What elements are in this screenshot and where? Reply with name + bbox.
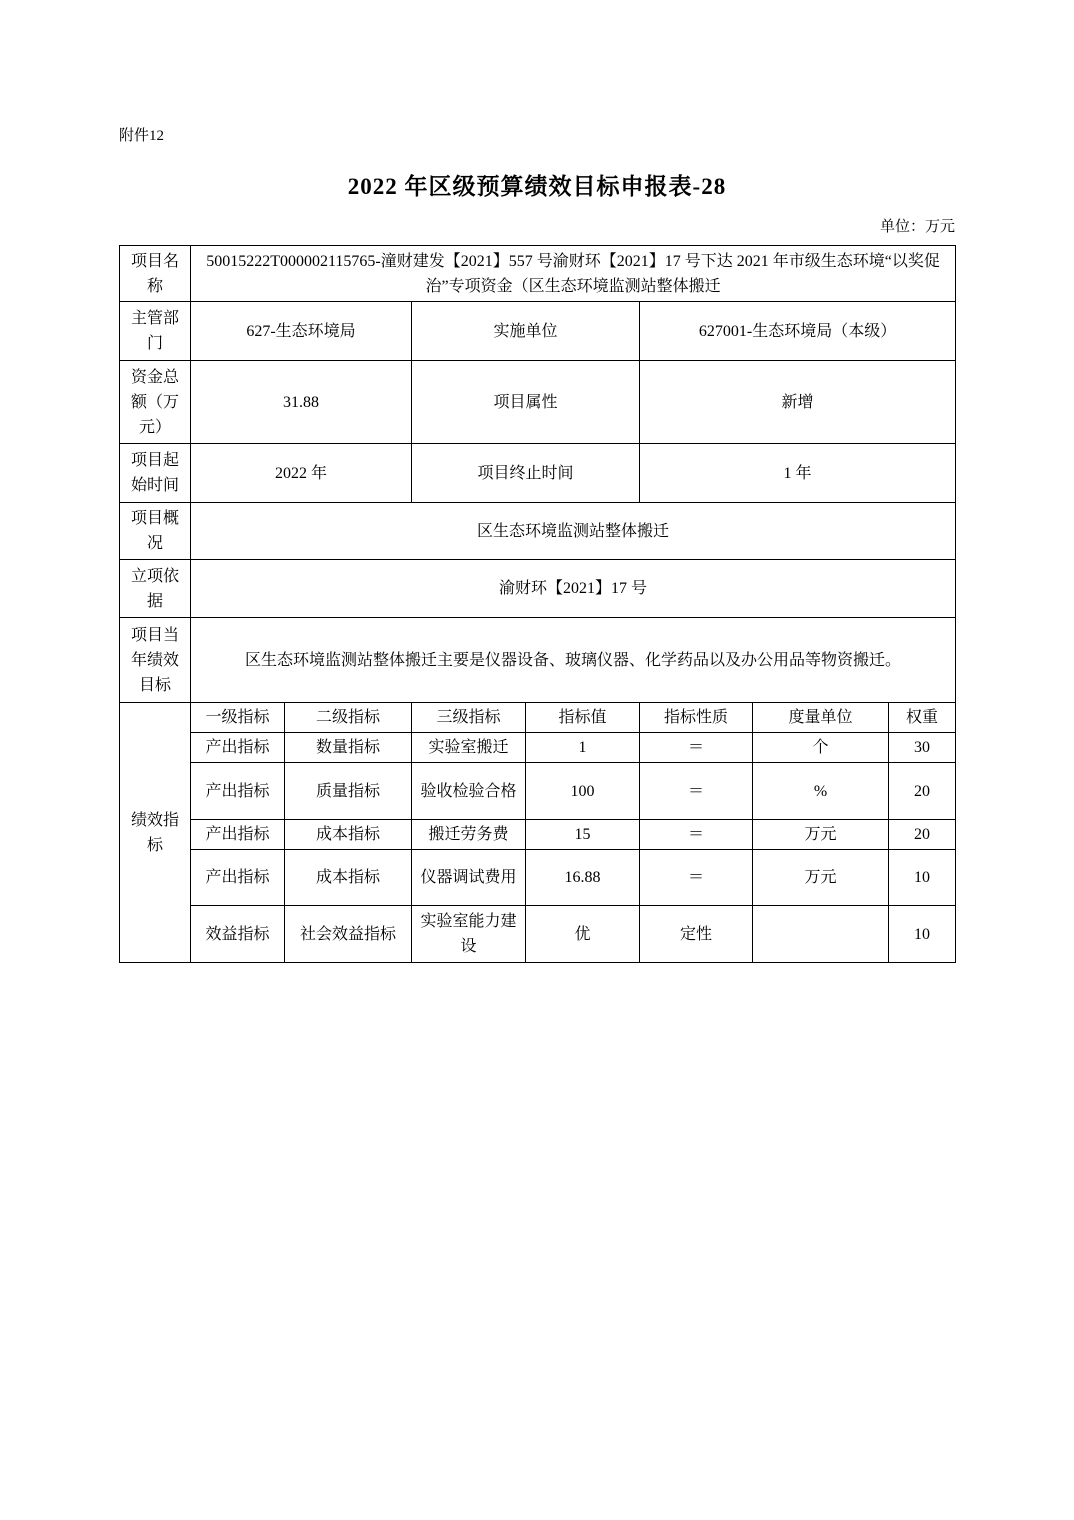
total-fund-value: 31.88 [191, 361, 412, 444]
indicator-level2: 成本指标 [285, 850, 412, 906]
annual-target-value: 区生态环境监测站整体搬迁主要是仪器设备、玻璃仪器、化学药品以及办公用品等物资搬迁。 [191, 618, 956, 703]
indicator-nature: ＝ [640, 850, 753, 906]
indicator-level1: 产出指标 [191, 850, 285, 906]
indicator-header-level1: 一级指标 [191, 703, 285, 733]
table-row [120, 503, 956, 560]
indicator-unit: 万元 [753, 850, 889, 906]
indicator-value: 优 [526, 906, 640, 963]
indicator-level2: 成本指标 [285, 820, 412, 850]
indicator-nature: 定性 [640, 906, 753, 963]
total-fund-label: 资金总额（万元） [120, 361, 191, 444]
end-time-label: 项目终止时间 [412, 444, 640, 503]
table-row [120, 361, 956, 444]
table-row [120, 560, 956, 618]
indicator-level3: 实验室能力建设 [412, 906, 526, 963]
indicator-level2: 数量指标 [285, 733, 412, 763]
indicator-value: 15 [526, 820, 640, 850]
indicator-weight: 20 [889, 763, 956, 820]
indicator-level3: 搬迁劳务费 [412, 820, 526, 850]
indicator-header-level3: 三级指标 [412, 703, 526, 733]
project-name-value: 50015222T000002115765-潼财建发【2021】557 号渝财环【2021】17 号下达 2021 年市级生态环境“以奖促治”专项资金（区生态环境监测站整体搬迁 [191, 246, 956, 302]
implement-unit-value: 627001-生态环境局（本级） [640, 302, 956, 361]
start-time-value: 2022 年 [191, 444, 412, 503]
indicator-row [120, 820, 956, 850]
indicator-nature: ＝ [640, 733, 753, 763]
indicator-header-level2: 二级指标 [285, 703, 412, 733]
implement-unit-label: 实施单位 [412, 302, 640, 361]
table-row [120, 618, 956, 703]
indicator-row [120, 906, 956, 963]
indicator-level2: 质量指标 [285, 763, 412, 820]
annual-target-label: 项目当年绩效目标 [120, 618, 191, 703]
budget-performance-table [119, 245, 956, 963]
indicator-level1: 产出指标 [191, 733, 285, 763]
indicator-section-label: 绩效指标 [120, 703, 191, 963]
project-attribute-label: 项目属性 [412, 361, 640, 444]
basis-value: 渝财环【2021】17 号 [191, 560, 956, 618]
table-row [120, 444, 956, 503]
indicator-row [120, 733, 956, 763]
indicator-level1: 效益指标 [191, 906, 285, 963]
indicator-value: 100 [526, 763, 640, 820]
indicator-nature: ＝ [640, 763, 753, 820]
project-attribute-value: 新增 [640, 361, 956, 444]
table-row [120, 246, 956, 302]
indicator-value: 1 [526, 733, 640, 763]
indicator-row [120, 850, 956, 906]
indicator-weight: 10 [889, 850, 956, 906]
project-name-label: 项目名称 [120, 246, 191, 302]
department-label: 主管部门 [120, 302, 191, 361]
indicator-nature: ＝ [640, 820, 753, 850]
indicator-level1: 产出指标 [191, 820, 285, 850]
indicator-unit: % [753, 763, 889, 820]
overview-value: 区生态环境监测站整体搬迁 [191, 503, 956, 560]
basis-label: 立项依据 [120, 560, 191, 618]
end-time-value: 1 年 [640, 444, 956, 503]
indicator-header-row [120, 703, 956, 733]
indicator-unit: 个 [753, 733, 889, 763]
indicator-weight: 30 [889, 733, 956, 763]
document-content [119, 0, 955, 963]
unit-note: 单位：万元 [879, 219, 955, 235]
table-row [120, 302, 956, 361]
indicator-weight: 20 [889, 820, 956, 850]
indicator-weight: 10 [889, 906, 956, 963]
indicator-level3: 实验室搬迁 [412, 733, 526, 763]
page-title: 2022 年区级预算绩效目标申报表-28 [347, 174, 727, 199]
indicator-value: 16.88 [526, 850, 640, 906]
indicator-level2: 社会效益指标 [285, 906, 412, 963]
indicator-header-weight: 权重 [889, 703, 956, 733]
indicator-unit [753, 906, 889, 963]
indicator-header-value: 指标值 [526, 703, 640, 733]
attachment-label: 附件12 [119, 128, 165, 144]
indicator-level3: 仪器调试费用 [412, 850, 526, 906]
indicator-unit: 万元 [753, 820, 889, 850]
start-time-label: 项目起始时间 [120, 444, 191, 503]
indicator-row [120, 763, 956, 820]
department-value: 627-生态环境局 [191, 302, 412, 361]
indicator-level1: 产出指标 [191, 763, 285, 820]
indicator-header-nature: 指标性质 [640, 703, 753, 733]
indicator-level3: 验收检验合格 [412, 763, 526, 820]
indicator-header-unit: 度量单位 [753, 703, 889, 733]
overview-label: 项目概况 [120, 503, 191, 560]
